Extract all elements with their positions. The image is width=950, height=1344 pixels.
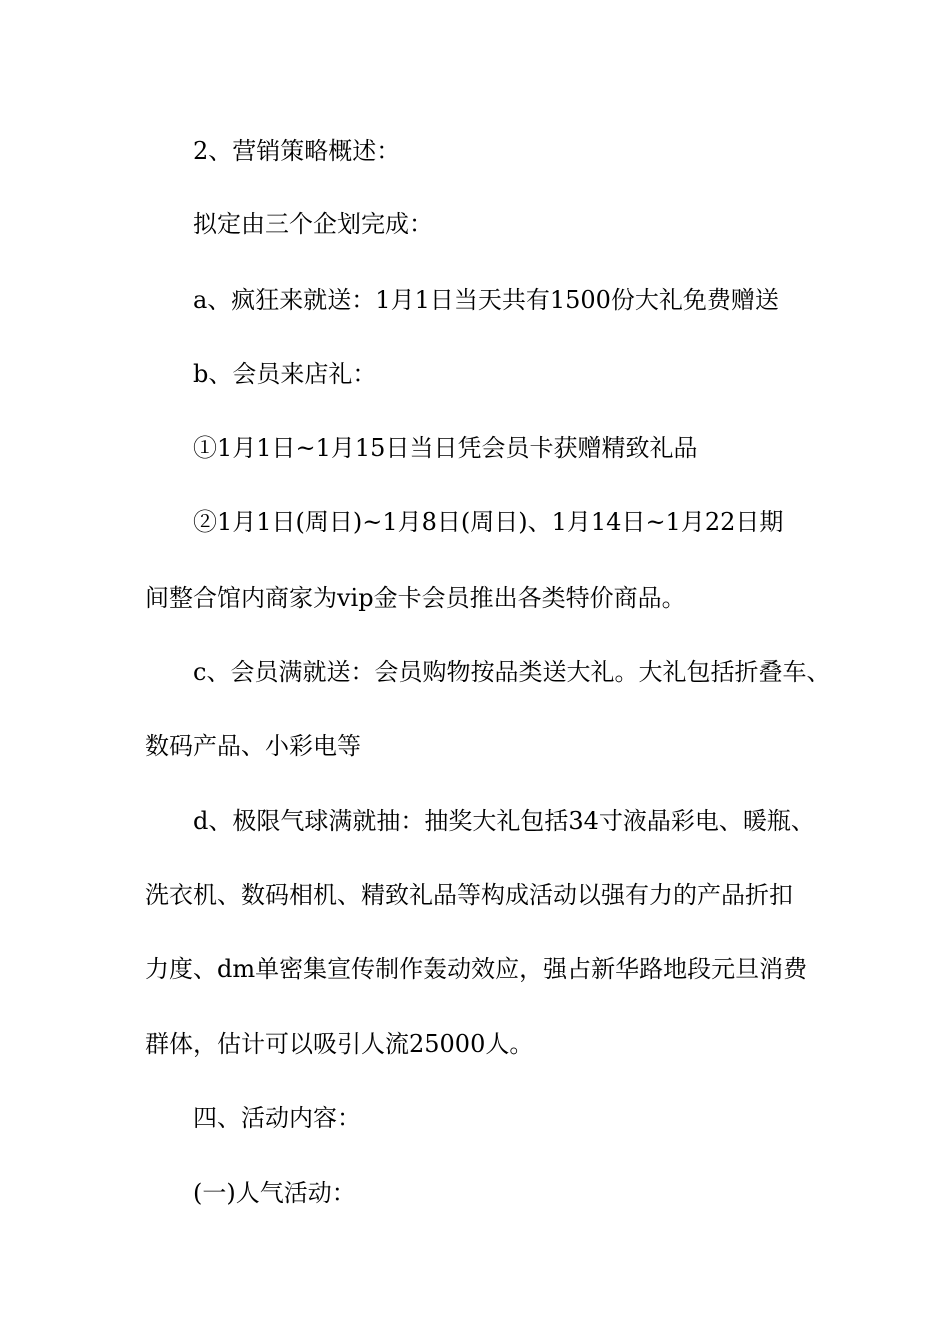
paragraph-line-continuation: 群体，估计可以吸引人流25000人。: [145, 1030, 534, 1058]
paragraph-line-continuation: 洗衣机、数码相机、精致礼品等构成活动以强有力的产品折扣: [145, 881, 793, 909]
sub-item-1: ①1月1日~1月15日当日凭会员卡获赠精致礼品: [193, 434, 698, 462]
subsection-heading-popularity-activity: (一)人气活动：: [193, 1179, 356, 1207]
paragraph-line-continuation: 间整合馆内商家为vip金卡会员推出各类特价商品。: [145, 584, 686, 612]
section-heading-activity-content: 四、活动内容：: [193, 1104, 361, 1132]
paragraph-line-continuation: 数码产品、小彩电等: [145, 732, 361, 760]
sub-item-2: ②1月1日(周日)~1月8日(周日)、1月14日~1月22日期: [193, 508, 784, 536]
list-item-a: a、疯狂来就送：1月1日当天共有1500份大礼免费赠送: [193, 286, 779, 314]
list-item-c: c、会员满就送：会员购物按品类送大礼。大礼包括折叠车、: [193, 658, 831, 686]
paragraph-line: 拟定由三个企划完成：: [193, 210, 433, 238]
list-item-d: d、极限气球满就抽：抽奖大礼包括34寸液晶彩电、暖瓶、: [193, 807, 815, 835]
list-item-b: b、会员来店礼：: [193, 360, 377, 388]
section-heading-marketing-strategy: 2、营销策略概述：: [193, 137, 401, 165]
paragraph-line-continuation: 力度、dm单密集宣传制作轰动效应，强占新华路地段元旦消费: [145, 955, 808, 983]
